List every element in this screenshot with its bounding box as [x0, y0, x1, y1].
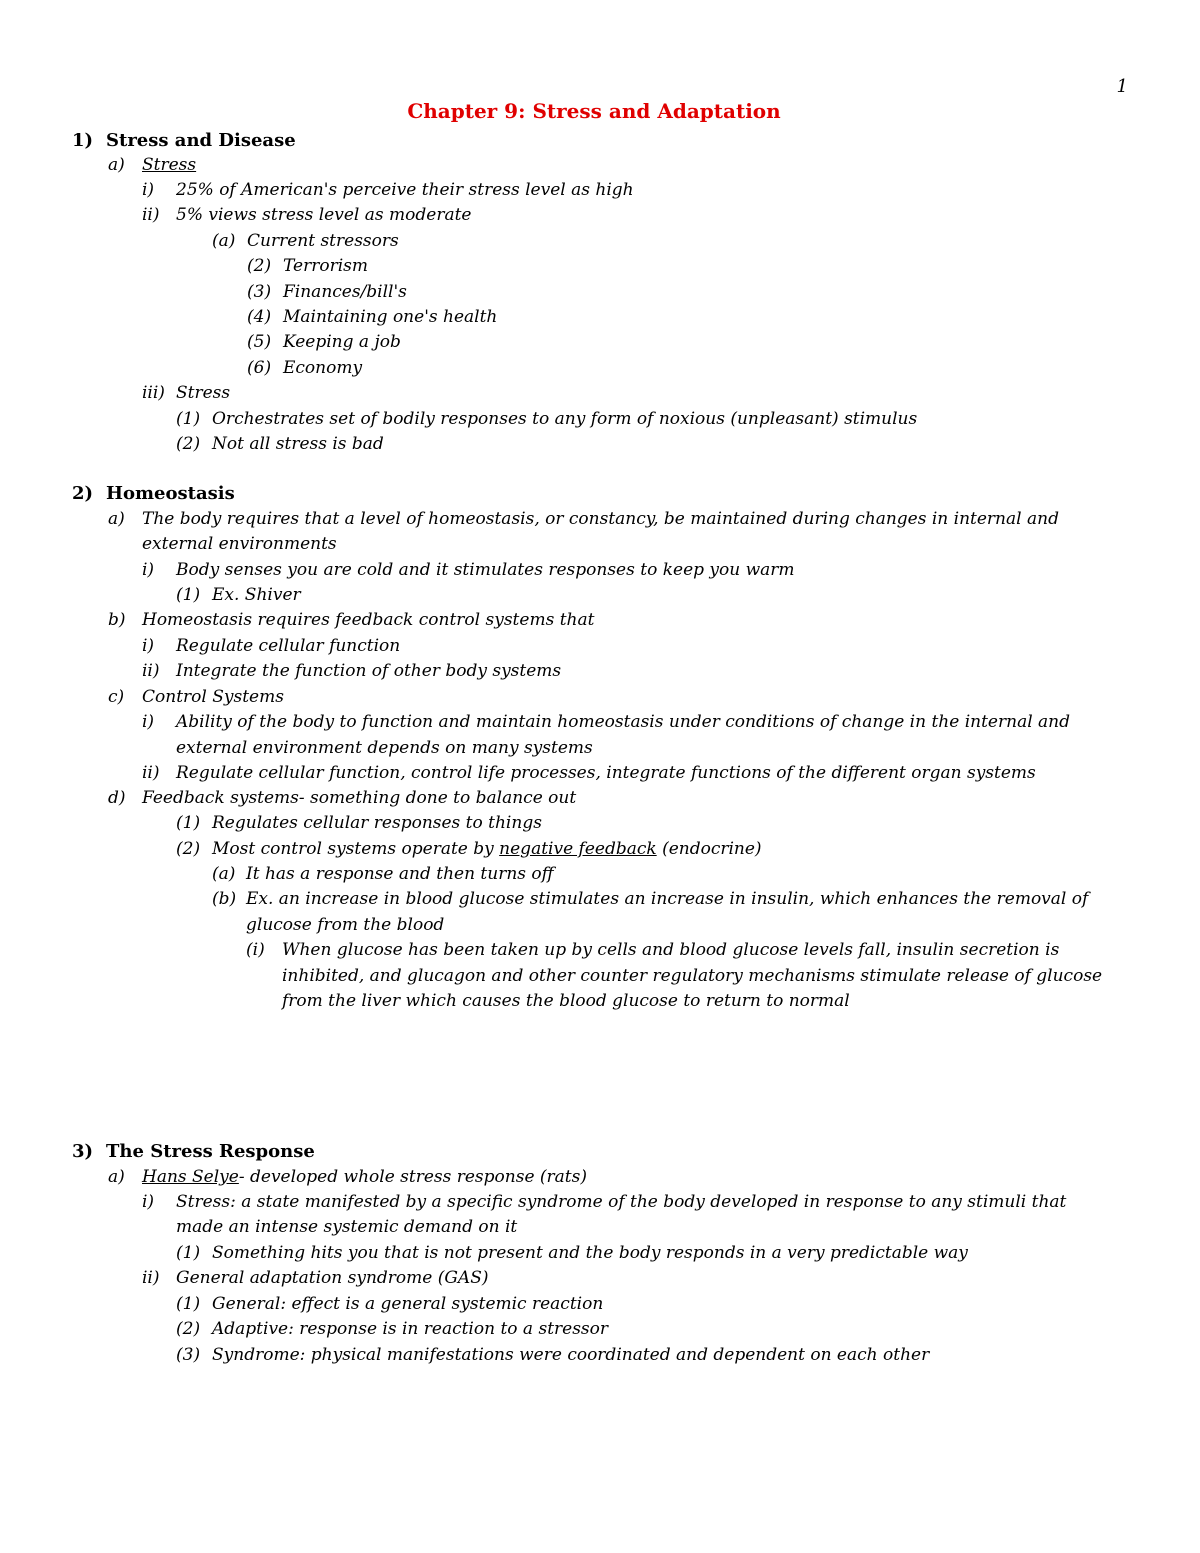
- outline-item: [142, 659, 562, 684]
- item-marker: c): [108, 687, 125, 707]
- outline-item: [108, 608, 595, 633]
- outline-item: [176, 811, 542, 836]
- item-text: Stress: [176, 383, 231, 403]
- item-marker: i): [142, 1192, 155, 1212]
- item-marker: i): [142, 560, 155, 580]
- section-marker: 3): [72, 1141, 94, 1162]
- item-marker: i): [142, 180, 155, 200]
- item-marker: iii): [142, 383, 165, 403]
- item-marker: ii): [142, 661, 160, 681]
- stressor-item: [247, 330, 401, 355]
- item-text: Body senses you are cold and it stimulates responses to keep you warm: [176, 560, 795, 580]
- item-text: Ex. Shiver: [212, 585, 301, 605]
- item-marker: a): [108, 509, 125, 529]
- item-marker: (5): [247, 332, 272, 352]
- item-text: Ability of the body to function and maintain homeostasis under conditions of change in the internal and: [176, 712, 1071, 732]
- item-text: Not all stress is bad: [212, 434, 384, 454]
- item-marker: ii): [142, 763, 160, 783]
- outline-item: [176, 1317, 609, 1342]
- outline-item: [142, 381, 231, 406]
- stressor-item: [247, 254, 368, 279]
- outline-item: [176, 1343, 930, 1368]
- item-marker: (a): [212, 231, 236, 251]
- item-marker: ii): [142, 205, 160, 225]
- outline-item: [142, 710, 1071, 735]
- outline-item: [176, 407, 918, 432]
- outline-item: [108, 685, 284, 710]
- item-text: Regulate cellular function: [176, 636, 401, 656]
- item-text: Feedback systems- something done to balance out: [142, 788, 577, 808]
- section-1-heading: [72, 128, 296, 153]
- item-text: Homeostasis requires feedback control systems that: [142, 610, 595, 630]
- item-continuation: external environments: [142, 534, 337, 554]
- item-marker: (1): [176, 409, 201, 429]
- item-text: It has a response and then turns off: [246, 864, 554, 884]
- item-text: Syndrome: physical manifestations were coordinated and dependent on each other: [212, 1345, 930, 1365]
- outline-item: [142, 1190, 1067, 1215]
- item-marker: (6): [247, 358, 272, 378]
- outline-item: [212, 862, 554, 887]
- section-marker: 2): [72, 483, 94, 504]
- item-marker: (2): [176, 1319, 201, 1339]
- outline-item: [108, 786, 577, 811]
- item-marker: (a): [212, 864, 236, 884]
- item-marker: (1): [176, 1243, 201, 1263]
- outline-item: [142, 558, 795, 583]
- item-text: Ex. an increase in blood glucose stimulates an increase in insulin, which enhances the removal of: [246, 889, 1089, 909]
- item-marker: (2): [176, 839, 201, 859]
- item-continuation: made an intense systemic demand on it: [176, 1217, 518, 1237]
- item-text: Keeping a job: [283, 332, 401, 352]
- outline-item: [176, 432, 384, 457]
- item-text: [212, 837, 762, 862]
- item-marker: (4): [247, 307, 272, 327]
- item-text: [142, 1165, 587, 1190]
- item-text: Terrorism: [283, 256, 368, 276]
- item-text: Economy: [283, 358, 363, 378]
- item-text: General: effect is a general systemic reaction: [212, 1294, 604, 1314]
- outline-item: [108, 507, 1059, 532]
- outline-item: [176, 1292, 604, 1317]
- item-text: Adaptive: response is in reaction to a stressor: [212, 1319, 609, 1339]
- item-text: The body requires that a level of homeostasis, or constancy, be maintained during changes in internal and: [142, 509, 1059, 529]
- item-marker: (3): [176, 1345, 201, 1365]
- item-text: Current stressors: [247, 231, 399, 251]
- item-text: General adaptation syndrome (GAS): [176, 1268, 489, 1288]
- item-text: 5% views stress level as moderate: [176, 205, 472, 225]
- item-marker: i): [142, 712, 155, 732]
- outline-item: [176, 1241, 968, 1266]
- outline-item: [142, 761, 1036, 786]
- section-3-heading: [72, 1139, 315, 1164]
- item-marker: b): [108, 610, 126, 630]
- outline-item: [142, 1266, 489, 1291]
- item-marker: a): [108, 155, 125, 175]
- item-text: Maintaining one's health: [283, 307, 498, 327]
- item-marker: (b): [212, 889, 237, 909]
- outline-item: [142, 178, 634, 203]
- item-marker: a): [108, 1167, 125, 1187]
- item-text: Something hits you that is not present and the body responds in a very predictable way: [212, 1243, 968, 1263]
- item-text: Finances/bill's: [283, 282, 407, 302]
- outline-item: [176, 837, 762, 862]
- stressor-item: [247, 305, 498, 330]
- item-text: Stress: a state manifested by a specific syndrome of the body developed in response to any stimuli that: [176, 1192, 1067, 1212]
- item-continuation: glucose from the blood: [246, 915, 445, 935]
- outline-item: [142, 634, 401, 659]
- item-text: When glucose has been taken up by cells and blood glucose levels fall, insulin secretion is: [282, 940, 1060, 960]
- item-marker: (2): [176, 434, 201, 454]
- item-text: 25% of American's perceive their stress level as high: [176, 180, 634, 200]
- stressor-item: [247, 280, 407, 305]
- outline-item: [142, 203, 472, 228]
- item-marker: (3): [247, 282, 272, 302]
- item-text-post: - developed whole stress response (rats): [238, 1167, 587, 1187]
- section-title: The Stress Response: [106, 1141, 315, 1162]
- outline-item: [108, 153, 197, 178]
- item-marker: d): [108, 788, 126, 808]
- item-text: Regulates cellular responses to things: [212, 813, 542, 833]
- outline-item: [246, 938, 1060, 963]
- item-marker: (1): [176, 585, 201, 605]
- outline-item: [176, 583, 301, 608]
- item-continuation: external environment depends on many systems: [176, 738, 593, 758]
- section-2-heading: [72, 481, 235, 506]
- stressor-item: [247, 356, 363, 381]
- section-marker: 1): [72, 130, 94, 151]
- outline-item: [108, 1165, 587, 1190]
- section-title: Stress and Disease: [106, 130, 296, 151]
- page-number: 1: [1116, 76, 1128, 97]
- chapter-title: Chapter 9: Stress and Adaptation: [407, 99, 781, 123]
- outline-item: [212, 887, 1089, 912]
- item-continuation: from the liver which causes the blood glucose to return to normal: [282, 991, 850, 1011]
- item-marker: (i): [246, 940, 265, 960]
- outline-item: [212, 229, 399, 254]
- hans-selye-term: Hans Selye: [142, 1167, 239, 1187]
- item-text-pre: Most control systems operate by: [212, 839, 500, 859]
- item-continuation: inhibited, and glucagon and other counter regulatory mechanisms stimulate release of glucose: [282, 966, 1103, 986]
- item-marker: i): [142, 636, 155, 656]
- section-title: Homeostasis: [106, 483, 235, 504]
- item-marker: (1): [176, 813, 201, 833]
- item-marker: ii): [142, 1268, 160, 1288]
- item-text: Orchestrates set of bodily responses to any form of noxious (unpleasant) stimulus: [212, 409, 918, 429]
- item-text: Control Systems: [142, 687, 284, 707]
- item-text: Stress: [142, 155, 197, 175]
- item-text-post: (endocrine): [656, 839, 762, 859]
- item-marker: (1): [176, 1294, 201, 1314]
- item-text: Integrate the function of other body systems: [176, 661, 562, 681]
- item-marker: (2): [247, 256, 272, 276]
- item-text: Regulate cellular function, control life processes, integrate functions of the different organ systems: [176, 763, 1036, 783]
- negative-feedback-term: negative feedback: [499, 839, 657, 859]
